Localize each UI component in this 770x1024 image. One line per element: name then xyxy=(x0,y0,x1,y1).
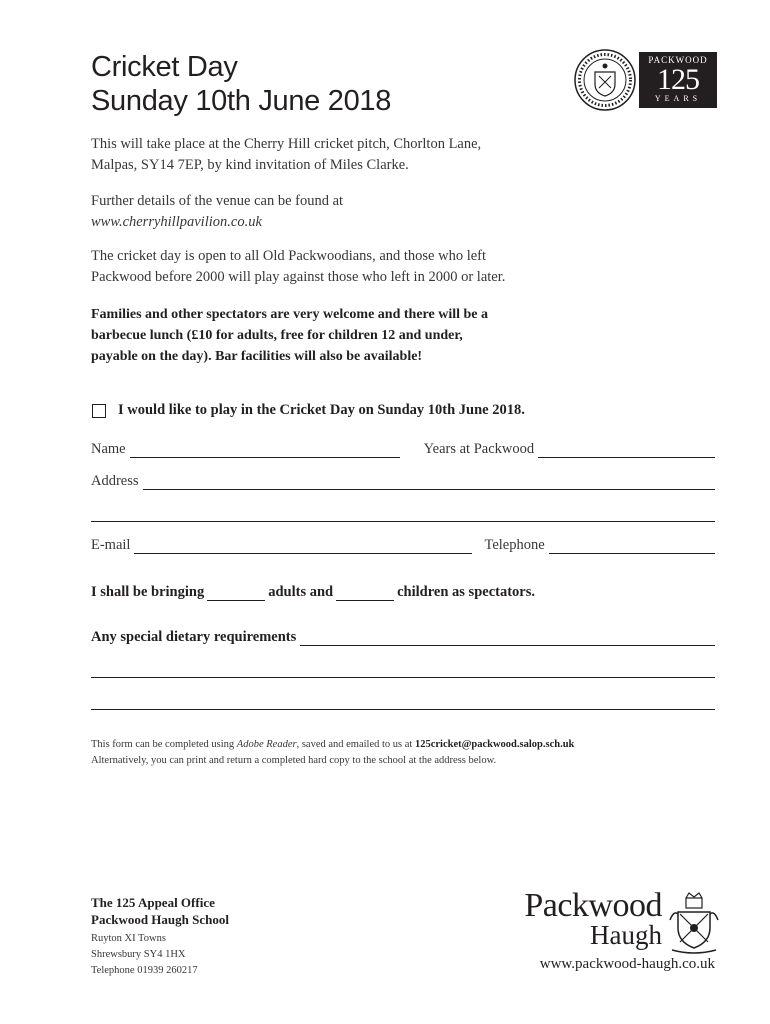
venue-url-link[interactable]: www.cherryhillpavilion.co.uk xyxy=(91,214,262,230)
badge-years: YEARS xyxy=(654,94,702,103)
intro-paragraph xyxy=(91,134,691,176)
note-email-link[interactable]: 125cricket@packwood.salop.sch.uk xyxy=(414,739,575,750)
venue-paragraph xyxy=(91,191,691,233)
dietary-label: Any special dietary requirements xyxy=(91,629,297,645)
families-line: payable on the day). Bar facilities will also be available! xyxy=(91,349,423,364)
page-title xyxy=(91,50,391,118)
families-line: barbecue lunch (£10 for adults, free for children 12 and under, xyxy=(91,328,463,343)
dietary-row xyxy=(91,629,715,646)
eligibility-line: Packwood before 2000 will play against those who left in 2000 or later. xyxy=(91,269,506,285)
address-town: Ruyton XI Towns xyxy=(91,933,166,944)
spectators-row xyxy=(91,584,535,601)
years-field[interactable] xyxy=(538,443,715,458)
name-label: Name xyxy=(91,441,126,457)
anniversary-badge xyxy=(573,48,717,112)
school-seal-icon xyxy=(573,48,637,112)
anniversary-box xyxy=(639,52,717,108)
telephone-label: Telephone xyxy=(484,537,545,553)
submission-note xyxy=(91,737,574,769)
logo-word-haugh: Haugh xyxy=(590,920,662,950)
email-label: E-mail xyxy=(91,537,131,553)
school-name: Packwood Haugh School xyxy=(91,912,229,927)
note-prefix: This form can be completed using xyxy=(91,739,237,750)
play-checkbox-label: I would like to play in the Cricket Day on Sunday 10th June 2018. xyxy=(118,402,525,418)
badge-number: 125 xyxy=(657,63,699,96)
eligibility-line: The cricket day is open to all Old Packwoodians, and those who left xyxy=(91,248,487,264)
office-telephone: Telephone 01939 260217 xyxy=(91,965,198,976)
play-option xyxy=(92,402,525,419)
logo-word-packwood: Packwood xyxy=(524,887,662,924)
eligibility-paragraph xyxy=(91,246,691,288)
school-logo xyxy=(496,888,720,958)
address-postcode: Shrewsbury SY4 1HX xyxy=(91,949,186,960)
intro-line: This will take place at the Cherry Hill cricket pitch, Chorlton Lane, xyxy=(91,136,482,152)
telephone-field[interactable] xyxy=(549,539,715,554)
play-checkbox[interactable] xyxy=(92,404,106,418)
contact-row xyxy=(91,537,715,554)
dietary-field[interactable] xyxy=(300,631,715,646)
address-field[interactable] xyxy=(143,475,715,490)
website-link[interactable]: www.packwood-haugh.co.uk xyxy=(539,956,715,972)
note-mid: , saved and emailed to us at xyxy=(296,739,415,750)
venue-line: Further details of the venue can be found at xyxy=(91,193,344,209)
title-line-1: Cricket Day xyxy=(91,51,238,83)
note-app-name: Adobe Reader xyxy=(236,739,297,750)
address-field-line-2[interactable] xyxy=(91,521,715,522)
adults-count-field[interactable] xyxy=(207,586,265,601)
title-line-2: Sunday 10th June 2018 xyxy=(91,85,392,117)
address-label: Address xyxy=(91,473,139,489)
families-paragraph xyxy=(91,304,691,367)
spectators-suffix: children as spectators. xyxy=(397,584,535,600)
children-count-field[interactable] xyxy=(336,586,394,601)
badge-school-name: PACKWOOD xyxy=(648,55,708,65)
crest-icon xyxy=(668,890,720,954)
email-field[interactable] xyxy=(134,539,472,554)
note-line-1 xyxy=(91,737,574,753)
spectators-middle: adults and xyxy=(268,584,334,600)
address-row xyxy=(91,473,715,490)
office-name: The 125 Appeal Office xyxy=(91,895,215,910)
families-line: Families and other spectators are very welcome and there will be a xyxy=(91,307,488,322)
intro-line: Malpas, SY14 7EP, by kind invitation of Miles Clarke. xyxy=(91,157,409,173)
name-row xyxy=(91,441,715,458)
office-address xyxy=(91,894,229,979)
dietary-field-line-2[interactable] xyxy=(91,677,715,678)
note-line-2: Alternatively, you can print and return a completed hard copy to the school at the address below. xyxy=(91,755,497,766)
years-label: Years at Packwood xyxy=(423,441,535,457)
spectators-prefix: I shall be bringing xyxy=(91,584,205,600)
name-field[interactable] xyxy=(130,443,400,458)
dietary-field-line-3[interactable] xyxy=(91,709,715,710)
